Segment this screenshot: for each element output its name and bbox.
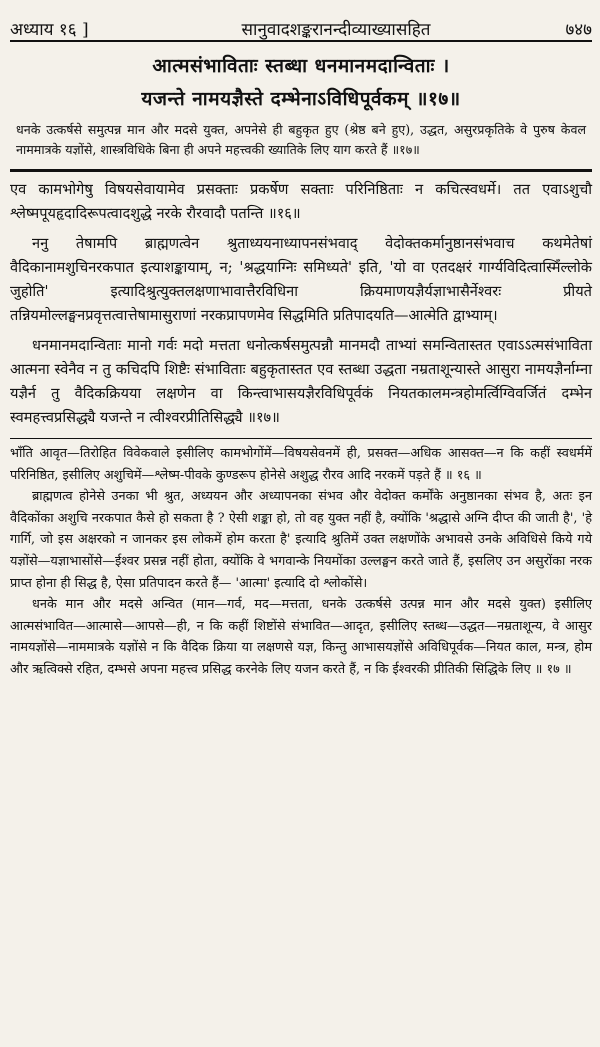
chapter-label: अध्याय १६ ] bbox=[10, 20, 89, 40]
sanskrit-verse bbox=[10, 50, 592, 116]
hindi-para-2: ब्राह्मणत्व होनेसे उनका भी श्रुत, अध्ययन और अध्यापनका संभव और वेदोक्त कर्मोंके अनुष्ठानका संभव है, अतः इन वैदिकोंका अशुचि नरकपात कैसे हो सकता है ? ऐसी शङ्का हो, तो वह युक्त नहीं है, क्योंकि 'श्रद्धासे अग्नि दीप्त की जाती है', 'हे गार्गि, जो इस अक्षरको न जानकर इस लोकमें होम करता है' इत्यादि श्रुतिमें उक्त लक्षणोंके अभावसे उनके अविधिसे किये गये यज्ञोंसे—यज्ञाभासोंसे—ईश्वर प्रसन्न नहीं होता, क्योंकि वे भगवान्के नियमोंका उल्लङ्घन करते जाते हैं, इसलिए उन असुरोंका नरक प्राप्त होना ही सिद्ध है, ऐसा प्रतिपादन करते हैं— 'आत्मा' इत्यादि दो श्लोकोंसे। bbox=[10, 489, 592, 591]
running-header bbox=[10, 6, 592, 42]
book-title: सानुवादशङ्करानन्दीव्याख्यासहित bbox=[241, 20, 431, 40]
verse-line-2: यजन्ते नामयज्ञैस्ते दम्भेनाऽविधिपूर्वकम् ॥१७॥ bbox=[141, 88, 461, 110]
hindi-para-1: भाँति आवृत—तिरोहित विवेकवाले इसीलिए कामभोगोंमें—विषयसेवनमें ही, प्रसक्त—अधिक आसक्त—न कि कहीं स्वधर्ममें परिनिष्ठित, इसीलिए अशुचिमें—श्लेष्म-पीवके कुण्डरूप होनेसे अशुद्ध रौरव आदि नरकमें पड़ते हैं ॥ १६ ॥ bbox=[10, 446, 592, 483]
commentary-para-1: एव कामभोगेषु विषयसेवायामेव प्रसक्ताः प्रकर्षेण सक्ताः परिनिष्ठिताः न कचित्स्वधर्मे। तत एवाऽशुचौ श्लेष्मपूयहृदादिरूपत्वादशुद्धे नरके रौरवादौ पतन्ति ॥१६॥ bbox=[10, 181, 592, 222]
hindi-para-3: धनके मान और मदसे अन्वित (मान—गर्व, मद—मत्तता, धनके उत्कर्षसे उत्पन्न मान और मदसे युक्त) इसीलिए आत्मसंभावित—आत्मासे—आपसे—ही, न कि कहीं शिष्टोंसे संभावित—आदृत, इसीलिए स्तब्ध—उद्धत—नम्रताशून्य, वे आसुर नामयज्ञोंसे—नाममात्रके यज्ञोंसे न कि वैदिक क्रिया या लक्षणसे यज्ञ, किन्तु आभासयज्ञोंसे अविधिपूर्वक—नियत काल, मन्त्र, होम और ऋत्विक्से रहित, दम्भसे अपना महत्त्व प्रसिद्ध करनेके लिए यजन करते हैं, न कि ईश्वरकी प्रीतिकी सिद्धिके लिए ॥ १७ ॥ bbox=[10, 597, 592, 677]
commentary-para-3: धनमानमदान्विताः मानो गर्वः मदो मत्तता धनोत्कर्षसमुत्पन्नौ मानमदौ ताभ्यां समन्वितास्तत एवाऽऽत्मसंभाविता आत्मना स्वेनैव न तु कचिदपि शिष्टैः संभाविताः बहुकृतास्तत एव स्तब्धा उद्धता नम्रताशून्यास्ते आसुरा नामयज्ञैर्नाम्ना यज्ञैर्न तु वैदिकक्रियया लक्षणेन वा किन्त्वाभासयज्ञैरविधिपूर्वकं नियतकालमन्त्रहोमर्त्विग्विवर्जितं दम्भेन स्वमहत्त्वप्रसिद्ध्यै यजन्ते न त्वीश्वरप्रीतिसिद्ध्यै ॥१७॥ bbox=[10, 337, 592, 426]
section-divider-heavy bbox=[10, 169, 592, 172]
verse-line-1: आत्मसंभाविताः स्तब्धा धनमानमदान्विताः । bbox=[152, 55, 450, 77]
section-divider-thin bbox=[10, 438, 592, 439]
sanskrit-commentary bbox=[10, 178, 592, 430]
verse-translation: धनके उत्कर्षसे समुत्पन्न मान और मदसे युक्त, अपनेसे ही बहुकृत हुए (श्रेष्ठ बने हुए), उद्धत, असुरप्रकृतिके वे पुरुष केवल नाममात्रके यज्ञोंसे, शास्त्रविधिके बिना ही अपने महत्त्वकी ख्यातिके लिए याग करते हैं ॥१७॥ bbox=[16, 122, 586, 157]
page-number: ७४७ bbox=[565, 20, 592, 40]
hindi-commentary bbox=[10, 443, 592, 681]
commentary-para-2: ननु तेषामपि ब्राह्मणत्वेन श्रुताध्ययनाध्यापनसंभवाद् वेदोक्तकर्मानुष्ठानसंभवाच कथमेतेषां वैदिकानामशुचिनरकपात इत्याशङ्कायाम्, न; 'श्रद्धयाग्निः समिध्यते' इति, 'यो वा एतदक्षरं गार्ग्यविदित्वास्मिँल्लोके जुहोति' इत्यादिश्रुत्युक्तलक्षणाभावात्तैरविधिना क्रियमाणयज्ञैर्यज्ञाभासैर्नेश्वरः प्रीयते तन्नियमोल्लङ्घनप्रवृत्तत्वात्तेषामासुराणां नरकप्रापणमेव सिद्धमिति प्रतिपादयति—आत्मेति द्वाभ्याम्। bbox=[10, 235, 592, 324]
